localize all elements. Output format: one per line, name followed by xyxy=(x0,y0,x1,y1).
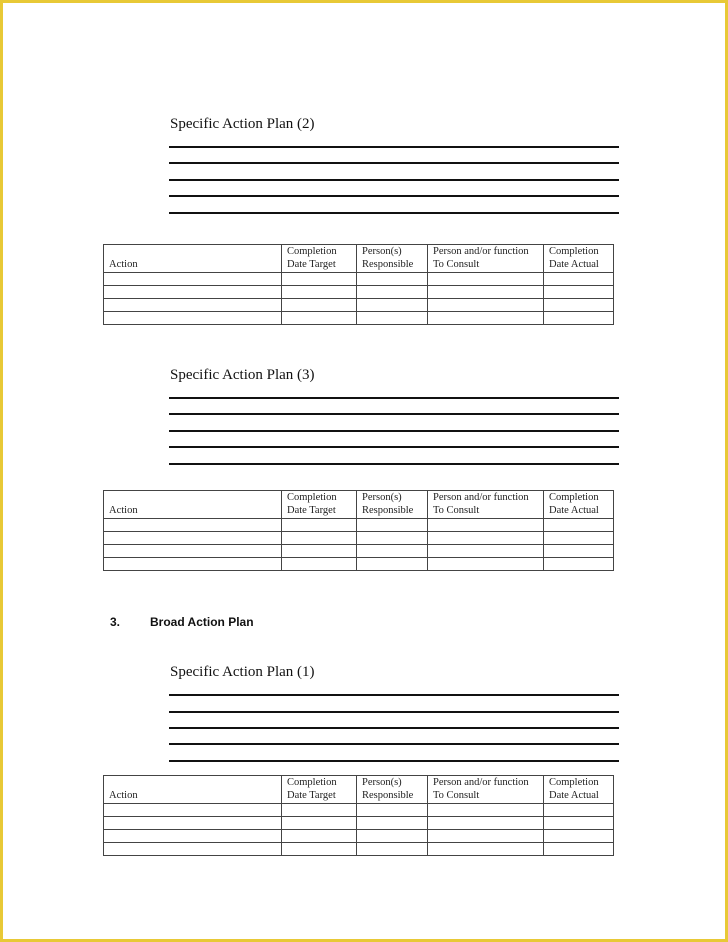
table-cell[interactable] xyxy=(104,558,282,571)
table-cell[interactable] xyxy=(104,312,282,325)
writing-line[interactable] xyxy=(169,430,619,432)
table-row xyxy=(104,817,614,830)
writing-line[interactable] xyxy=(169,760,619,762)
table-cell[interactable] xyxy=(357,286,428,299)
table-row xyxy=(104,830,614,843)
table-cell[interactable] xyxy=(544,286,614,299)
table-cell[interactable] xyxy=(544,519,614,532)
table-cell[interactable] xyxy=(104,519,282,532)
table-cell[interactable] xyxy=(357,545,428,558)
table-cell[interactable] xyxy=(357,299,428,312)
writing-line[interactable] xyxy=(169,727,619,729)
writing-line[interactable] xyxy=(169,413,619,415)
table-cell[interactable] xyxy=(104,830,282,843)
table-cell[interactable] xyxy=(544,532,614,545)
table-cell[interactable] xyxy=(544,545,614,558)
action-plan-table xyxy=(103,244,614,325)
table-cell[interactable] xyxy=(428,519,544,532)
table-cell[interactable] xyxy=(357,843,428,856)
table-cell[interactable] xyxy=(104,843,282,856)
section-heading: Broad Action Plan xyxy=(150,615,254,629)
table-cell[interactable] xyxy=(104,286,282,299)
writing-line[interactable] xyxy=(169,446,619,448)
column-header: Person and/or function To Consult xyxy=(428,245,544,273)
table-row xyxy=(104,519,614,532)
table-cell[interactable] xyxy=(428,843,544,856)
table-header-row xyxy=(104,245,614,273)
column-header: Completion Date Target xyxy=(282,245,357,273)
table-cell[interactable] xyxy=(544,558,614,571)
table-cell[interactable] xyxy=(428,286,544,299)
column-header: Person(s) Responsible xyxy=(357,491,428,519)
table-cell[interactable] xyxy=(428,545,544,558)
column-header: Person and/or function To Consult xyxy=(428,776,544,804)
table-cell[interactable] xyxy=(357,273,428,286)
table-cell[interactable] xyxy=(428,817,544,830)
table-row xyxy=(104,532,614,545)
table-cell[interactable] xyxy=(428,558,544,571)
plan-title: Specific Action Plan (3) xyxy=(170,367,315,383)
table-cell[interactable] xyxy=(544,299,614,312)
writing-line[interactable] xyxy=(169,463,619,465)
table-cell[interactable] xyxy=(282,545,357,558)
table-cell[interactable] xyxy=(282,273,357,286)
column-header: Person(s) Responsible xyxy=(357,245,428,273)
table-cell[interactable] xyxy=(357,532,428,545)
table-cell[interactable] xyxy=(104,804,282,817)
column-header: Completion Date Target xyxy=(282,491,357,519)
table-cell[interactable] xyxy=(544,804,614,817)
writing-line[interactable] xyxy=(169,711,619,713)
writing-line[interactable] xyxy=(169,397,619,399)
table-row xyxy=(104,312,614,325)
column-header: Completion Date Target xyxy=(282,776,357,804)
table-row xyxy=(104,273,614,286)
table-cell[interactable] xyxy=(282,519,357,532)
writing-line[interactable] xyxy=(169,146,619,148)
table-cell[interactable] xyxy=(428,273,544,286)
writing-line[interactable] xyxy=(169,743,619,745)
table-cell[interactable] xyxy=(282,286,357,299)
writing-line[interactable] xyxy=(169,179,619,181)
writing-line[interactable] xyxy=(169,195,619,197)
table-cell[interactable] xyxy=(104,532,282,545)
table-row xyxy=(104,299,614,312)
plan-title: Specific Action Plan (1) xyxy=(170,664,315,680)
table-cell[interactable] xyxy=(282,312,357,325)
table-cell[interactable] xyxy=(282,299,357,312)
table-cell[interactable] xyxy=(104,817,282,830)
writing-line[interactable] xyxy=(169,162,619,164)
table-cell[interactable] xyxy=(544,312,614,325)
table-cell[interactable] xyxy=(357,817,428,830)
table-cell[interactable] xyxy=(428,312,544,325)
table-cell[interactable] xyxy=(357,519,428,532)
writing-line[interactable] xyxy=(169,694,619,696)
table-cell[interactable] xyxy=(428,804,544,817)
table-cell[interactable] xyxy=(357,830,428,843)
table-cell[interactable] xyxy=(544,830,614,843)
table-cell[interactable] xyxy=(282,558,357,571)
table-header-row xyxy=(104,491,614,519)
action-plan-table xyxy=(103,490,614,571)
table-cell[interactable] xyxy=(357,312,428,325)
column-header: Action xyxy=(104,491,282,519)
table-cell[interactable] xyxy=(282,817,357,830)
table-header-row xyxy=(104,776,614,804)
table-cell[interactable] xyxy=(282,804,357,817)
table-row xyxy=(104,804,614,817)
table-cell[interactable] xyxy=(282,532,357,545)
table-cell[interactable] xyxy=(544,273,614,286)
table-cell[interactable] xyxy=(357,558,428,571)
table-row xyxy=(104,545,614,558)
action-plan-table xyxy=(103,775,614,856)
table-row xyxy=(104,558,614,571)
table-row xyxy=(104,286,614,299)
column-header: Completion Date Actual xyxy=(544,776,614,804)
table-cell[interactable] xyxy=(282,830,357,843)
column-header: Person and/or function To Consult xyxy=(428,491,544,519)
table-cell[interactable] xyxy=(104,545,282,558)
table-cell[interactable] xyxy=(282,843,357,856)
column-header: Person(s) Responsible xyxy=(357,776,428,804)
table-cell[interactable] xyxy=(357,804,428,817)
table-cell[interactable] xyxy=(104,273,282,286)
column-header: Action xyxy=(104,776,282,804)
column-header: Completion Date Actual xyxy=(544,491,614,519)
table-cell[interactable] xyxy=(428,532,544,545)
plan-title: Specific Action Plan (2) xyxy=(170,116,315,132)
column-header: Action xyxy=(104,245,282,273)
table-cell[interactable] xyxy=(104,299,282,312)
table-cell[interactable] xyxy=(428,830,544,843)
table-cell[interactable] xyxy=(544,817,614,830)
table-cell[interactable] xyxy=(544,843,614,856)
section-number: 3. xyxy=(110,615,121,629)
writing-line[interactable] xyxy=(169,212,619,214)
column-header: Completion Date Actual xyxy=(544,245,614,273)
table-cell[interactable] xyxy=(428,299,544,312)
table-row xyxy=(104,843,614,856)
